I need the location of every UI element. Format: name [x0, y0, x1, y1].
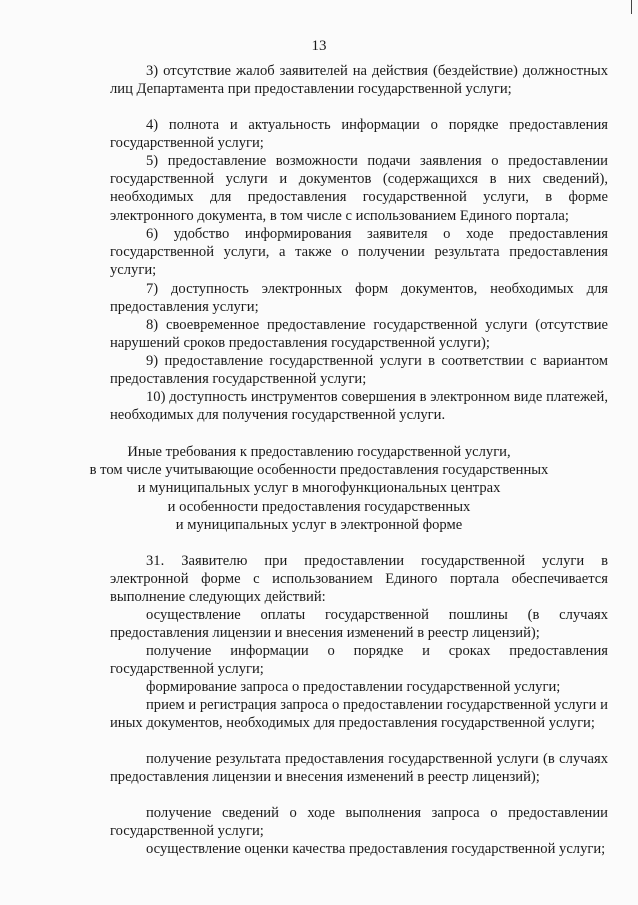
clause-31-action: осуществление оплаты государственной пошлины (в случаях предоставления лицензии и внесения изменений в реестр лицензий);	[110, 607, 608, 642]
section-heading-line: и особенности предоставления государственных	[167, 498, 471, 515]
clause-31-intro: 31. Заявителю при предоставлении государственной услуги в электронной форме с использованием Единого портала обеспечивается выполнение следующих действий:	[110, 553, 608, 606]
clause-31-action: формирование запроса о предоставлении государственной услуги;	[146, 679, 561, 695]
criterion-item-9: 9) предоставление государственной услуги в соответствии с вариантом предоставления государственной услуги;	[110, 353, 608, 388]
clause-31-action: осуществление оценки качества предоставления государственной услуги;	[146, 841, 606, 857]
clause-31-action: получение результата предоставления государственной услуги (в случаях предоставления лицензии и внесения изменений в реестр лицензий);	[110, 751, 608, 786]
criterion-item-3: 3) отсутствие жалоб заявителей на действия (бездействие) должностных лиц Департамента при предоставлении государственной услуги;	[110, 63, 608, 98]
section-heading-line: Иные требования к предоставлению государственной услуги,	[127, 444, 511, 460]
section-heading	[80, 443, 558, 534]
clause-31-action: прием и регистрация запроса о предоставлении государственной услуги и иных документов, необходимых для предоставления государственной услуги;	[110, 697, 608, 732]
page-number: 13	[311, 38, 327, 54]
clause-31-action: получение информации о порядке и сроках предоставления государственной услуги;	[110, 643, 608, 678]
criterion-item-5: 5) предоставление возможности подачи заявления о предоставлении государственной услуги и документов (содержащихся в них сведений), необходимых для предоставления государственной услуги, в форме электронного документа, в том числе с использованием Единого портала;	[110, 153, 608, 224]
section-heading-line: и муниципальных услуг в электронной форме	[175, 516, 463, 533]
criterion-item-7: 7) доступность электронных форм документов, необходимых для предоставления услуги;	[110, 281, 608, 316]
clause-31-action: получение сведений о ходе выполнения запроса о предоставлении государственной услуги;	[110, 805, 608, 840]
scan-edge-mark	[631, 0, 632, 14]
criterion-item-6: 6) удобство информирования заявителя о ходе предоставления государственной услуги, а также о получении результата предоставления услуги;	[110, 226, 608, 279]
criterion-item-4: 4) полнота и актуальность информации о порядке предоставления государственной услуги;	[110, 117, 608, 152]
criterion-item-10: 10) доступность инструментов совершения в электронном виде платежей, необходимых для получения государственной услуги.	[110, 389, 608, 424]
section-heading-line: в том числе учитывающие особенности предоставления государственных	[89, 462, 549, 479]
criterion-item-8: 8) своевременное предоставление государственной услуги (отсутствие нарушений сроков предоставления государственной услуги);	[110, 317, 608, 352]
section-heading-line: и муниципальных услуг в многофункциональных центрах	[137, 480, 501, 497]
